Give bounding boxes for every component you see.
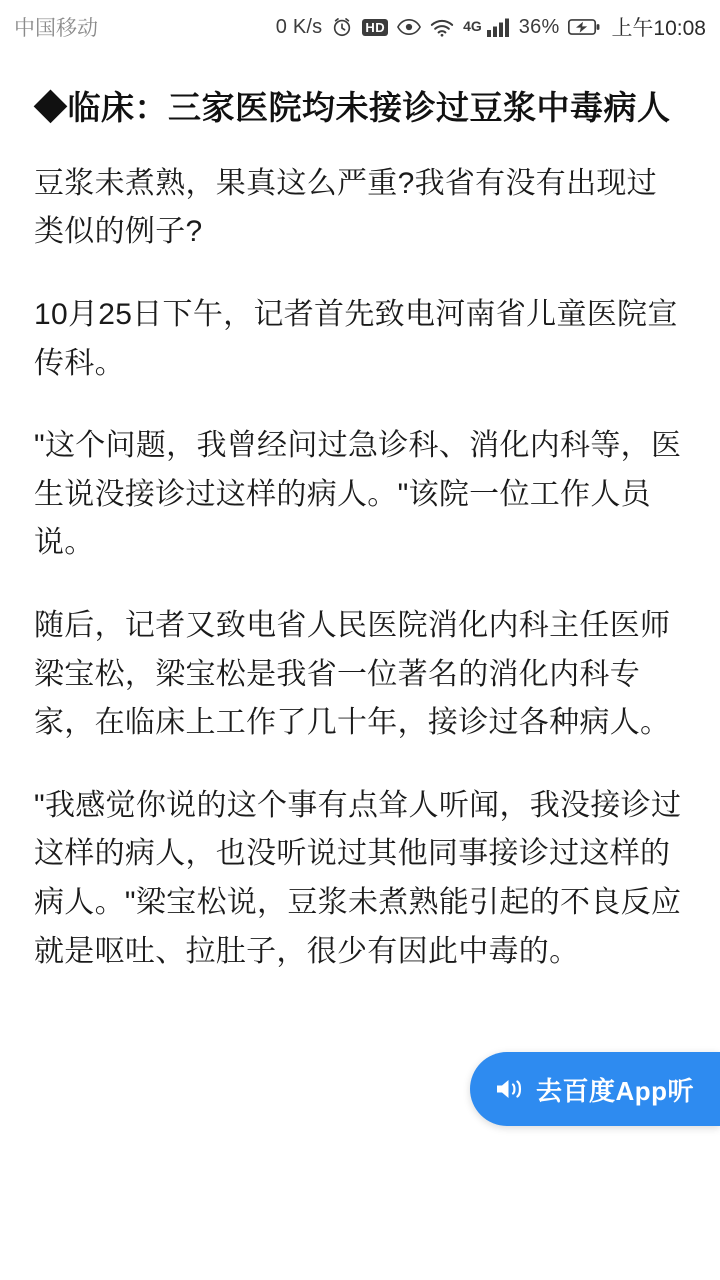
speaker-icon (494, 1076, 524, 1102)
clock-label: 上午10:08 (611, 17, 706, 40)
article-paragraph: "这个问题，我曾经问过急诊科、消化内科等，医生说没接诊过这样的病人。"该院一位工作人员说。 (34, 429, 682, 560)
network-speed-label: 0 K/s (275, 15, 323, 38)
status-bar-right (276, 12, 706, 42)
article-paragraph: 随后，记者又致电省人民医院消化内科主任医师梁宝松，梁宝松是我省一位著名的消化内科专家，在临床上工作了几十年，接诊过各种病人。 (34, 609, 671, 740)
article-container (0, 54, 720, 976)
signal-bars-icon (486, 17, 510, 37)
alarm-clock-icon (331, 16, 353, 38)
listen-in-app-label: 去百度App听 (535, 1075, 694, 1106)
wifi-icon (430, 18, 454, 37)
battery-percent-label: 36% (518, 15, 560, 38)
network-type-label: 4G (463, 18, 482, 34)
article-paragraph: 10月25日下午，记者首先致电河南省儿童医院宣传科。 (34, 298, 678, 380)
article-paragraph: "我感觉你说的这个事有点耸人听闻，我没接诊过这样的病人，也没听说过其他同事接诊过这样的病人。"梁宝松说，豆浆未煮熟能引起的不良反应就是呕吐、拉肚子，很少有因此中毒的。 (34, 788, 682, 968)
article-paragraph: 豆浆未煮熟，果真这么严重?我省有没有出现过类似的例子? (34, 166, 657, 249)
carrier-label: 中国移动 (14, 17, 98, 40)
listen-in-app-button[interactable] (470, 1052, 720, 1126)
eye-care-icon (397, 18, 421, 36)
status-bar (0, 0, 720, 54)
article-title: ◆临床：三家医院均未接诊过豆浆中毒病人 (34, 89, 671, 126)
hd-badge: HD (362, 19, 388, 36)
battery-charging-icon (568, 18, 600, 36)
